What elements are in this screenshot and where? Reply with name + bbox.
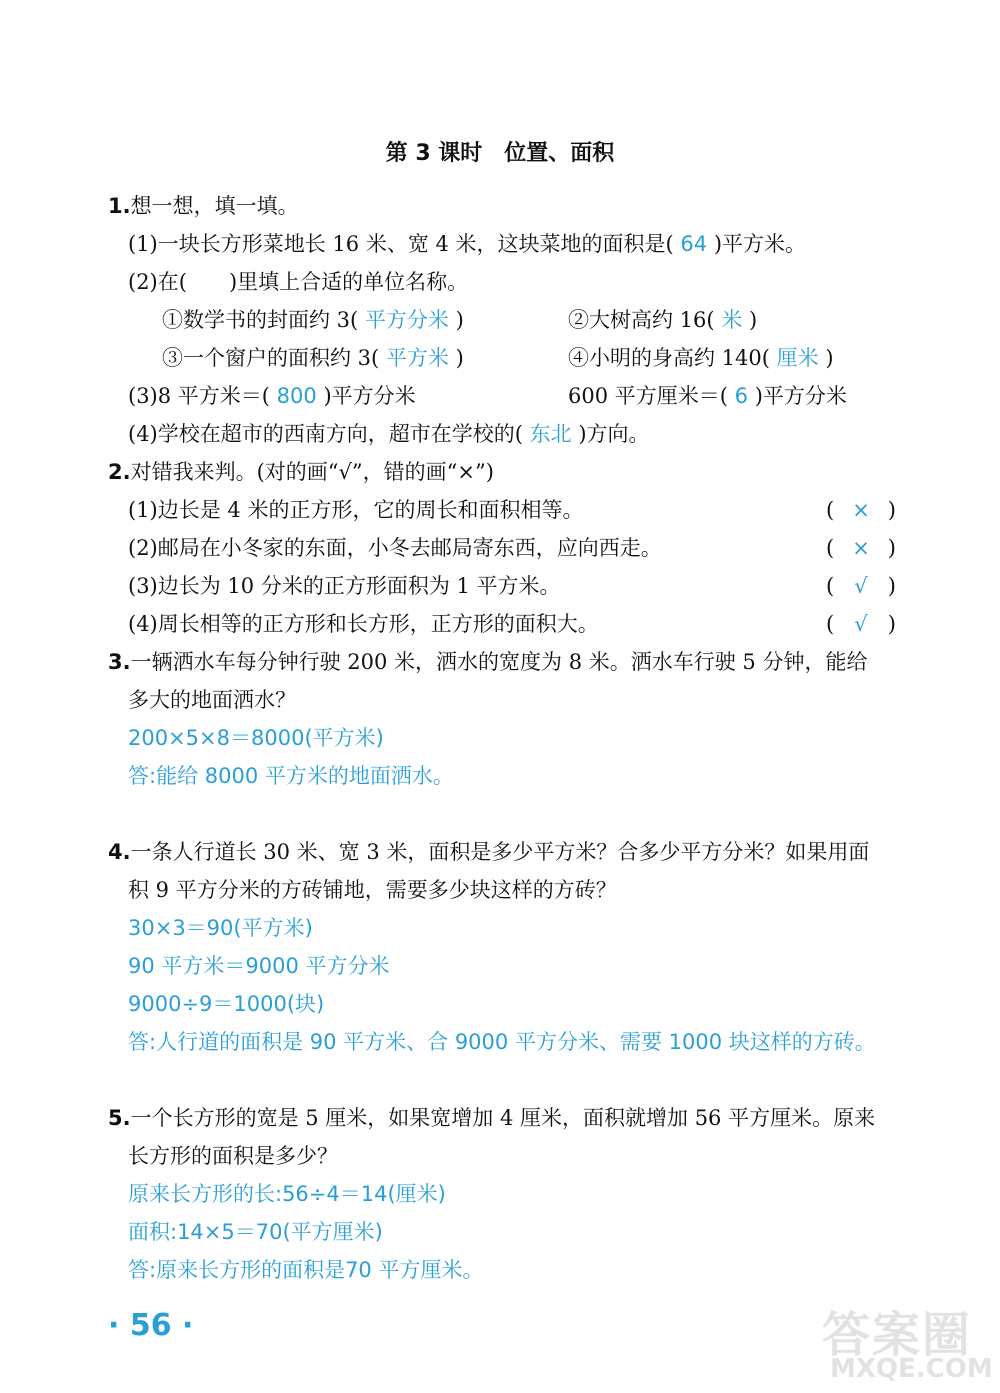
q2-statement-3: (3)边长为 10 分米的正方形面积为 1 平方米。 — [128, 574, 561, 598]
prompt-text: )平方分米 — [754, 384, 847, 408]
prompt-text: ④小明的身高约 140( — [568, 346, 770, 370]
answer-text: 平方米 — [385, 346, 449, 370]
q1-part-3a — [128, 382, 416, 410]
answer-text: 米 — [721, 308, 743, 332]
prompt-text: ) — [455, 308, 464, 332]
q2-statement-2: (2)邮局在小冬家的东面，小冬去邮局寄东西，应向西走。 — [128, 536, 662, 560]
question-2-heading — [108, 458, 494, 486]
q1-part-1 — [128, 230, 806, 258]
bracket: ) — [887, 498, 896, 522]
q1-part-4 — [128, 420, 650, 448]
question-number: 2. — [108, 460, 131, 484]
q4-answer-calc-1: 30×3＝90(平方米) — [128, 916, 313, 940]
question-number: 5. — [108, 1106, 131, 1130]
q2-mark-2 — [826, 534, 896, 562]
q5-answer-calc-1: 原来长方形的长:56÷4＝14(厘米) — [128, 1182, 446, 1206]
prompt-text: 600 平方厘米＝( — [568, 384, 728, 408]
bracket: ) — [887, 612, 896, 636]
answer-text: 东北 — [529, 422, 572, 446]
prompt-text: ③一个窗户的面积约 3( — [162, 346, 380, 370]
page-title: 第 3 课时 位置、面积 — [385, 141, 615, 166]
answer-text: 6 — [734, 384, 749, 408]
prompt-text: )平方分米 — [323, 384, 416, 408]
q1-item-2 — [568, 306, 757, 334]
answer-text: 64 — [680, 232, 708, 256]
q1-part-3b — [568, 382, 847, 410]
watermark-url: MXQE.COM — [830, 1354, 993, 1384]
q2-mark-4 — [826, 610, 896, 638]
q2-statement-4: (4)周长相等的正方形和长方形，正方形的面积大。 — [128, 612, 599, 636]
page-number: · 56 · — [108, 1308, 194, 1343]
question-4-line-2: 积 9 平方分米的方砖铺地，需要多少块这样的方砖？ — [128, 878, 617, 902]
q4-answer-calc-2: 90 平方米＝9000 平方分米 — [128, 954, 390, 978]
q1-item-3 — [162, 344, 464, 372]
q4-answer-calc-3: 9000÷9＝1000(块) — [128, 992, 325, 1016]
watermark-text: 答案圈 — [822, 1307, 973, 1363]
answer-text: 厘米 — [776, 346, 819, 370]
prompt-text: (4)学校在超市的西南方向，超市在学校的( — [128, 422, 523, 446]
prompt-text: )方向。 — [578, 422, 650, 446]
question-text: 一条人行道长 30 米、宽 3 米，面积是多少平方米？合多少平方分米？如果用面 — [130, 840, 870, 864]
bracket: ( — [826, 574, 835, 598]
q3-answer-calc: 200×5×8＝8000(平方米) — [128, 726, 384, 750]
prompt-text: ) — [825, 346, 834, 370]
q1-item-1 — [162, 306, 464, 334]
prompt-text: ②大树高约 16( — [568, 308, 715, 332]
q1-item-4 — [568, 344, 834, 372]
question-3-line-2: 多大的地面洒水？ — [128, 688, 296, 712]
bracket: ( — [826, 498, 835, 522]
question-5-line-2: 长方形的面积是多少？ — [128, 1144, 338, 1168]
bracket: ) — [887, 574, 896, 598]
prompt-text: ) — [455, 346, 464, 370]
prompt-text: )平方米。 — [713, 232, 807, 256]
bracket: ( — [826, 612, 835, 636]
q5-answer-statement: 答:原来长方形的面积是70 平方厘米。 — [128, 1258, 484, 1282]
question-4-line-1 — [108, 838, 869, 866]
answer-text: 800 — [276, 384, 317, 408]
prompt-text: ①数学书的封面约 3( — [162, 308, 359, 332]
question-text: 一辆洒水车每分钟行驶 200 米，洒水的宽度为 8 米。洒水车行驶 5 分钟，能给 — [130, 650, 868, 674]
q4-answer-statement: 答:人行道的面积是 90 平方米、合 9000 平方分米、需要 1000 块这样的方砖。 — [128, 1030, 876, 1054]
question-number: 1. — [108, 194, 131, 218]
answer-text: 平方分米 — [364, 308, 449, 332]
prompt-text: (3)8 平方米＝( — [128, 384, 270, 408]
question-number: 3. — [108, 650, 131, 674]
q5-answer-calc-2: 面积:14×5＝70(平方厘米) — [128, 1220, 383, 1244]
question-1-heading — [108, 192, 299, 220]
q2-mark-3 — [826, 572, 896, 600]
answer-text: × — [852, 536, 870, 560]
q2-statement-1: (1)边长是 4 米的正方形，它的周长和面积相等。 — [128, 498, 584, 522]
bracket: ( — [826, 536, 835, 560]
q2-mark-1 — [826, 496, 896, 524]
question-5-line-1 — [108, 1104, 875, 1132]
prompt-text: ) — [748, 308, 758, 332]
question-number: 4. — [108, 840, 131, 864]
q3-answer-statement: 答:能给 8000 平方米的地面洒水。 — [128, 764, 454, 788]
question-text: 一个长方形的宽是 5 厘米，如果宽增加 4 厘米，面积就增加 56 平方厘米。原来 — [130, 1106, 876, 1130]
question-text: 想一想，填一填。 — [130, 194, 299, 218]
watermark-logo — [822, 1296, 992, 1388]
answer-text: × — [852, 498, 870, 522]
answer-text: √ — [854, 612, 868, 636]
bracket: ) — [887, 536, 896, 560]
q1-part-2: (2)在( )里填上合适的单位名称。 — [128, 270, 469, 294]
question-text: 对错我来判。(对的画“√”，错的画“×”) — [130, 460, 494, 484]
answer-text: √ — [854, 574, 868, 598]
question-3-line-1 — [108, 648, 867, 676]
prompt-text: (1)一块长方形菜地长 16 米、宽 4 米，这块菜地的面积是( — [128, 232, 674, 256]
